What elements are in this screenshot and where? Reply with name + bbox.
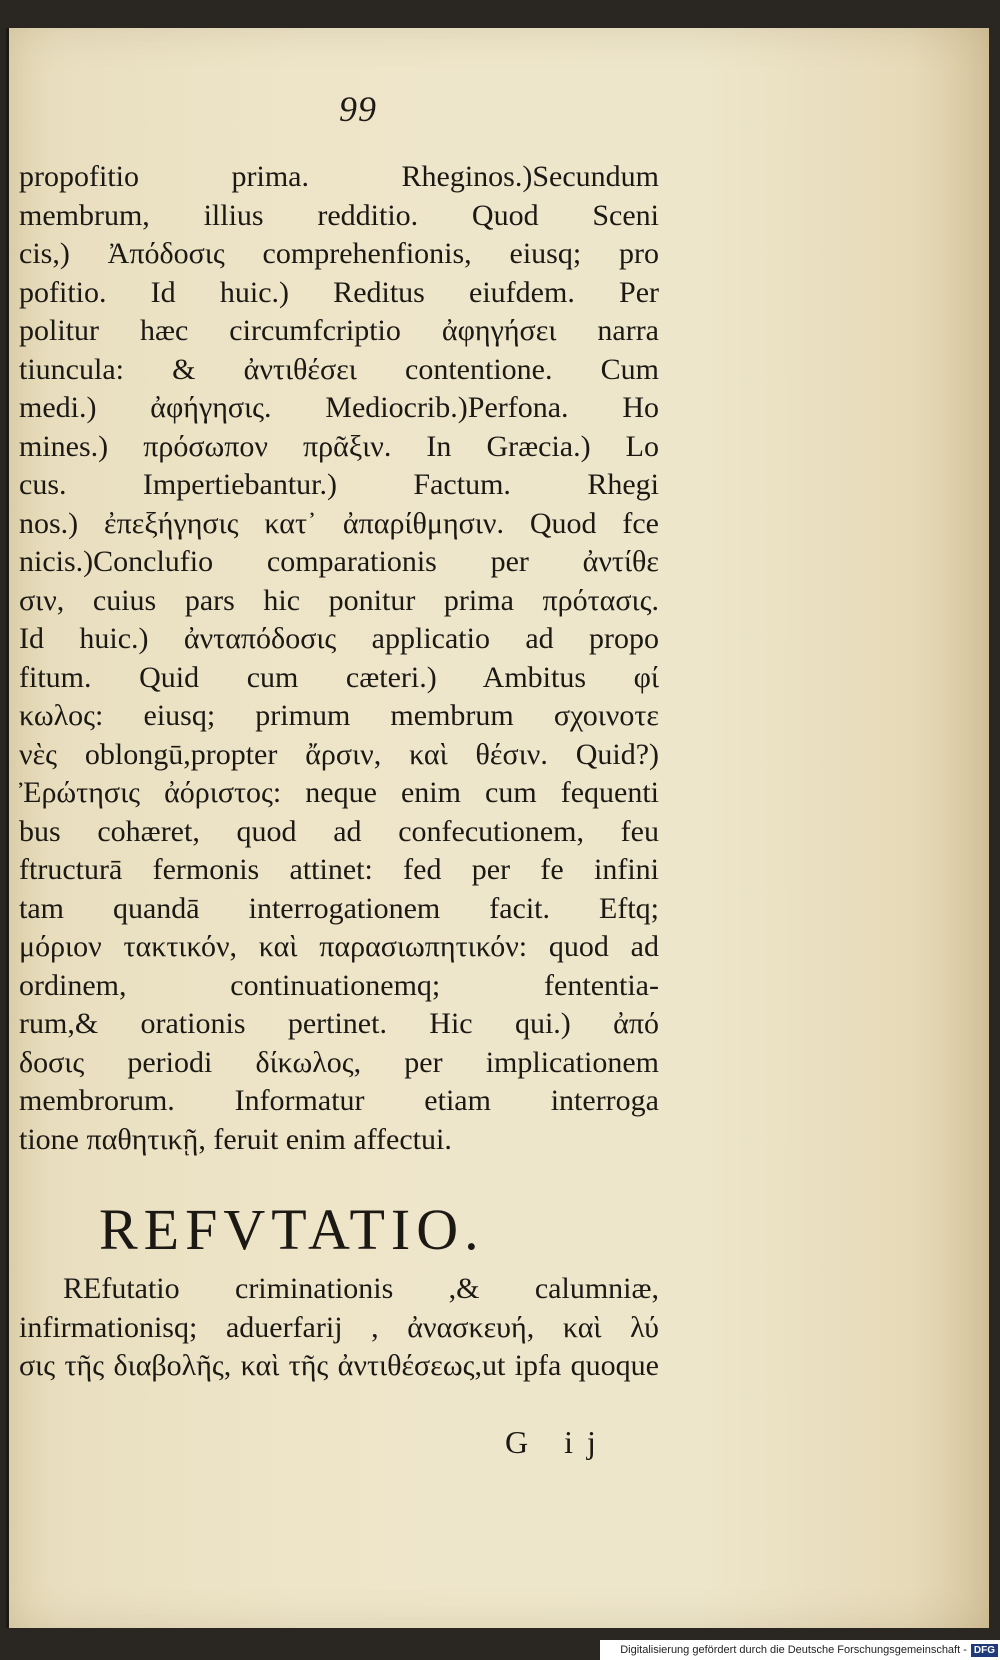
- text-line: REfutatio criminationis ,& calumniæ,: [63, 1272, 659, 1305]
- text-line: Id huic.) ἀνταπόδοσις applicatio ad propo: [19, 622, 659, 655]
- text-line: membrorum. Informatur etiam interroga: [19, 1084, 659, 1117]
- text-line: mines.) πρόσωπον πρᾶξιν. In Græcia.) Lo: [19, 429, 659, 463]
- refutation-text: [19, 1270, 659, 1386]
- text-line: tam quandā interrogationem facit. Eftq;: [19, 891, 659, 925]
- text-line: bus cohæret, quod ad confecutionem, feu: [19, 814, 659, 848]
- text-line: tione παθητικῇ, feruit enim affectui.: [19, 1122, 452, 1156]
- text-line: fitum. Quid cum cæteri.) Ambitus φί: [19, 660, 659, 694]
- text-line: Ἐρώτησις ἀόριστος: neque enim cum fequenti: [19, 776, 659, 809]
- text-line: σις τῆς διαβολῆς, καὶ τῆς ἀντιθέσεως,ut ipfa quoque: [19, 1349, 659, 1382]
- text-line: σιν, cuius pars hic ponitur prima πρότασις.: [19, 583, 659, 617]
- text-line: medi.) ἀφήγησις. Mediocrib.)Perfona. Ho: [19, 391, 659, 424]
- text-line: politur hæc circumfcriptio ἀφηγήσει narra: [19, 314, 659, 347]
- text-line: cus. Impertiebantur.) Factum. Rhegi: [19, 468, 659, 501]
- text-line: infirmationisq; aduerfarij , ἀνασκευή, καὶ λύ: [19, 1310, 659, 1344]
- text-line: κωλος: eiusq; primum membrum σχοινοτε: [19, 699, 659, 732]
- text-line: ordinem, continuationemq; fententia-: [19, 968, 659, 1002]
- text-line: membrum, illius redditio. Quod Sceni: [19, 198, 659, 232]
- commentary-text: [19, 158, 659, 1159]
- text-line: δοσις periodi δίκωλος, per implicationem: [19, 1045, 659, 1079]
- text-line: tiuncula: & ἀντιθέσει contentione. Cum: [19, 352, 659, 386]
- book-page: [6, 28, 989, 1628]
- text-line: nos.) ἐπεξήγησις κατ᾽ ἀπαρίθμησιν. Quod fce: [19, 506, 659, 540]
- text-line: propofitio prima. Rheginos.)Secundum: [19, 160, 659, 193]
- text-line: nicis.)Conclufio comparationis per ἀντίθε: [19, 545, 659, 578]
- dfg-logo-icon: DFG: [971, 1644, 998, 1657]
- text-line: ftructurā fermonis attinet: fed per fe infini: [19, 853, 659, 886]
- text-line: pofitio. Id huic.) Reditus eiufdem. Per: [19, 275, 659, 309]
- text-line: rum,& orationis pertinet. Hic qui.) ἀπό: [19, 1007, 659, 1040]
- signature-mark: G ij: [505, 1424, 610, 1460]
- footer-credit: Digitalisierung gefördert durch die Deutsche Forschungsgemeinschaft -: [620, 1644, 967, 1656]
- text-line: cis,) Ἀπόδοσις comprehenfionis, eiusq; pro: [19, 237, 659, 270]
- page-number: 99: [339, 89, 377, 129]
- section-heading: REFVTATIO.: [99, 1197, 485, 1262]
- footer-bar: [600, 1640, 1000, 1660]
- text-line: νὲς oblongū,propter ἄρσιν, καὶ θέσιν. Quid?): [19, 737, 659, 771]
- text-line: μόριον τακτικόν, καὶ παρασιωπητικόν: quod ad: [19, 930, 659, 963]
